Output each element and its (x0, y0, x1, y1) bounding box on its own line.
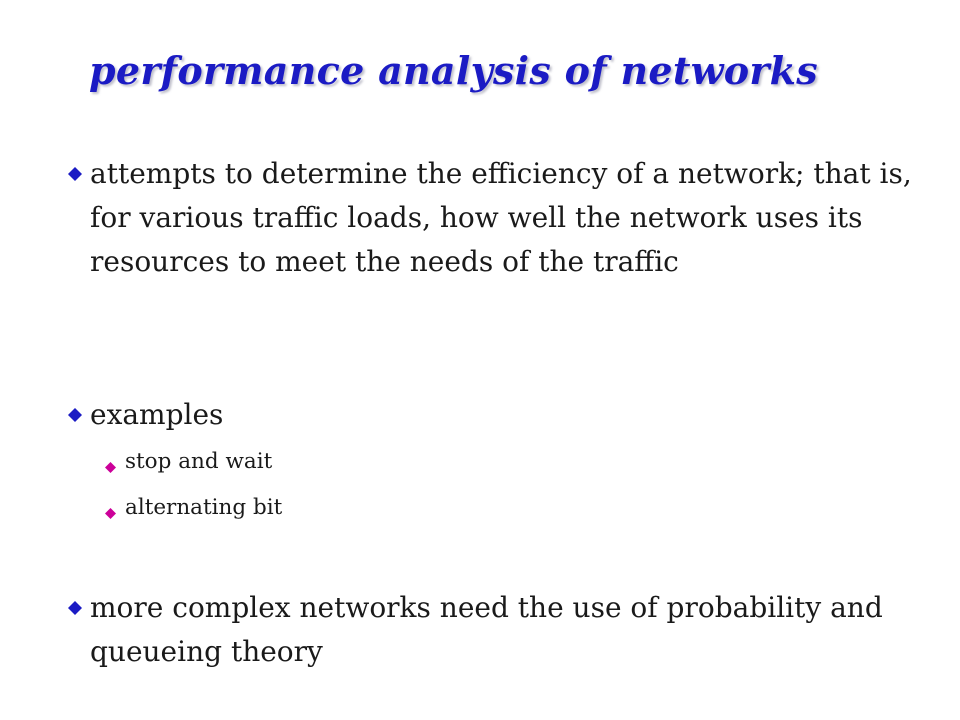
slide-title: performance analysis of networks (89, 48, 819, 93)
bullet-item (68, 152, 928, 284)
diamond-bullet-icon (68, 407, 82, 421)
bullet-item (68, 586, 928, 674)
bullet-text: examples (90, 398, 224, 431)
sub-bullet-text: alternating bit (125, 495, 283, 520)
bullet-item (68, 393, 928, 437)
diamond-bullet-icon (105, 504, 116, 515)
diamond-bullet-icon (105, 458, 116, 469)
sub-bullet-text: stop and wait (125, 449, 273, 474)
sub-bullet-item (105, 447, 960, 477)
bullet-text: more complex networks need the use of probability and queueing theory (90, 591, 883, 668)
bullet-text: attempts to determine the efficiency of a network; that is, for various traffic loads, how well the network uses its resources to meet the needs of the traffic (90, 157, 912, 278)
sub-bullet-item (105, 493, 960, 523)
diamond-bullet-icon (68, 166, 82, 180)
diamond-bullet-icon (68, 600, 82, 614)
